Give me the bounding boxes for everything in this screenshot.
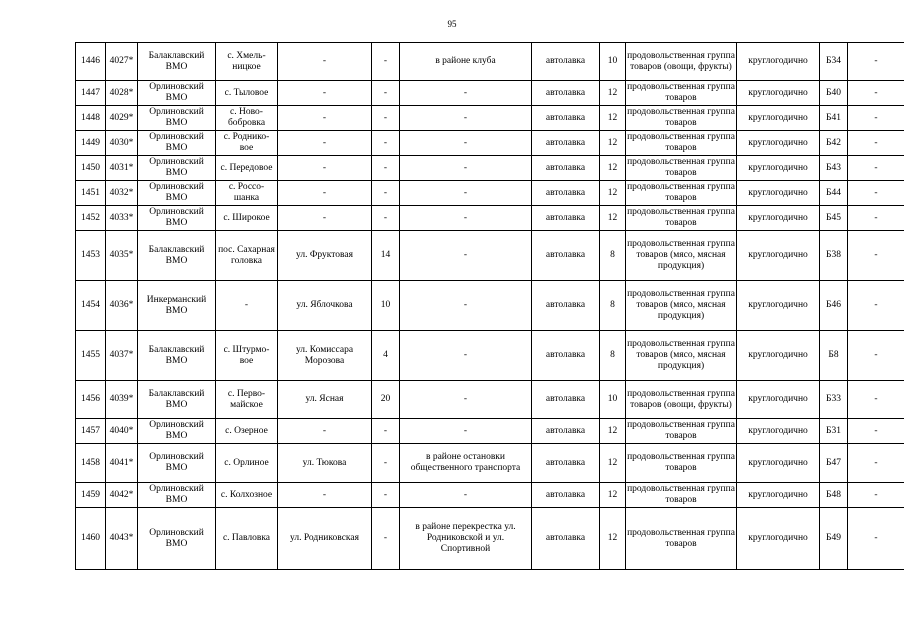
cell-type: автолавка — [532, 231, 600, 281]
cell-locality: с. Озерное — [216, 419, 278, 444]
cell-street: ул. Фруктовая — [278, 231, 372, 281]
cell-id: 4037* — [106, 331, 138, 381]
cell-house: - — [372, 43, 400, 81]
cell-district: Балаклавский ВМО — [138, 231, 216, 281]
cell-period: круглогодично — [737, 231, 820, 281]
cell-code: Б43 — [820, 156, 848, 181]
cell-note: - — [848, 508, 904, 570]
cell-area: 12 — [600, 508, 626, 570]
cell-area: 8 — [600, 331, 626, 381]
cell-code: Б33 — [820, 381, 848, 419]
cell-type: автолавка — [532, 81, 600, 106]
cell-locality: с. Ново-бобровка — [216, 106, 278, 131]
cell-specialization: продовольственная группа товаров — [626, 483, 737, 508]
cell-period: круглогодично — [737, 131, 820, 156]
cell-district: Инкерманский ВМО — [138, 281, 216, 331]
cell-house: 10 — [372, 281, 400, 331]
cell-id: 4029* — [106, 106, 138, 131]
cell-district: Орлиновский ВМО — [138, 156, 216, 181]
cell-street: ул. Яблочкова — [278, 281, 372, 331]
cell-specialization: продовольственная группа товаров — [626, 419, 737, 444]
cell-note: - — [848, 381, 904, 419]
cell-landmark: - — [400, 206, 532, 231]
cell-note: - — [848, 231, 904, 281]
cell-house: 14 — [372, 231, 400, 281]
cell-number: 1453 — [76, 231, 106, 281]
cell-street: - — [278, 131, 372, 156]
cell-street: ул. Комиссара Морозова — [278, 331, 372, 381]
cell-district: Орлиновский ВМО — [138, 81, 216, 106]
cell-landmark: - — [400, 231, 532, 281]
cell-house: - — [372, 81, 400, 106]
cell-landmark: - — [400, 331, 532, 381]
cell-period: круглогодично — [737, 81, 820, 106]
cell-district: Орлиновский ВМО — [138, 444, 216, 483]
cell-landmark: - — [400, 81, 532, 106]
cell-area: 12 — [600, 181, 626, 206]
table-row — [76, 106, 904, 131]
cell-code: Б41 — [820, 106, 848, 131]
table-row — [76, 81, 904, 106]
table-row — [76, 419, 904, 444]
cell-number: 1456 — [76, 381, 106, 419]
cell-district: Орлиновский ВМО — [138, 483, 216, 508]
cell-house: - — [372, 131, 400, 156]
cell-number: 1449 — [76, 131, 106, 156]
cell-locality: с. Перво-майское — [216, 381, 278, 419]
cell-locality: с. Колхозное — [216, 483, 278, 508]
cell-area: 10 — [600, 43, 626, 81]
cell-id: 4039* — [106, 381, 138, 419]
cell-code: Б42 — [820, 131, 848, 156]
cell-id: 4031* — [106, 156, 138, 181]
cell-house: - — [372, 181, 400, 206]
cell-landmark: - — [400, 281, 532, 331]
cell-period: круглогодично — [737, 281, 820, 331]
table-row — [76, 231, 904, 281]
cell-period: круглогодично — [737, 181, 820, 206]
cell-area: 12 — [600, 206, 626, 231]
cell-landmark: - — [400, 156, 532, 181]
cell-area: 10 — [600, 381, 626, 419]
cell-code: Б31 — [820, 419, 848, 444]
cell-landmark: - — [400, 181, 532, 206]
cell-number: 1450 — [76, 156, 106, 181]
cell-locality: пос. Сахарная головка — [216, 231, 278, 281]
cell-period: круглогодично — [737, 106, 820, 131]
cell-house: 20 — [372, 381, 400, 419]
cell-note: - — [848, 419, 904, 444]
cell-number: 1458 — [76, 444, 106, 483]
cell-specialization: продовольственная группа товаров (мясо, мясная продукция) — [626, 281, 737, 331]
cell-type: автолавка — [532, 483, 600, 508]
cell-id: 4041* — [106, 444, 138, 483]
cell-note: - — [848, 106, 904, 131]
cell-id: 4035* — [106, 231, 138, 281]
cell-period: круглогодично — [737, 508, 820, 570]
cell-house: - — [372, 444, 400, 483]
cell-landmark: - — [400, 419, 532, 444]
cell-period: круглогодично — [737, 43, 820, 81]
cell-street: - — [278, 419, 372, 444]
cell-id: 4028* — [106, 81, 138, 106]
cell-number: 1460 — [76, 508, 106, 570]
cell-house: - — [372, 419, 400, 444]
cell-specialization: продовольственная группа товаров — [626, 508, 737, 570]
cell-type: автолавка — [532, 206, 600, 231]
cell-number: 1455 — [76, 331, 106, 381]
cell-note: - — [848, 281, 904, 331]
table-row — [76, 281, 904, 331]
cell-street: - — [278, 483, 372, 508]
cell-area: 12 — [600, 483, 626, 508]
table-row — [76, 206, 904, 231]
cell-note: - — [848, 181, 904, 206]
cell-period: круглогодично — [737, 381, 820, 419]
cell-number: 1454 — [76, 281, 106, 331]
cell-type: автолавка — [532, 106, 600, 131]
cell-landmark: - — [400, 106, 532, 131]
cell-landmark: в районе клуба — [400, 43, 532, 81]
cell-code: Б44 — [820, 181, 848, 206]
cell-specialization: продовольственная группа товаров (мясо, мясная продукция) — [626, 231, 737, 281]
cell-type: автолавка — [532, 156, 600, 181]
cell-street: - — [278, 206, 372, 231]
cell-code: Б45 — [820, 206, 848, 231]
cell-code: Б8 — [820, 331, 848, 381]
cell-specialization: продовольственная группа товаров — [626, 181, 737, 206]
cell-id: 4033* — [106, 206, 138, 231]
cell-type: автолавка — [532, 381, 600, 419]
cell-type: автолавка — [532, 331, 600, 381]
cell-period: круглогодично — [737, 419, 820, 444]
cell-number: 1446 — [76, 43, 106, 81]
cell-locality: с. Широкое — [216, 206, 278, 231]
cell-id: 4032* — [106, 181, 138, 206]
cell-number: 1451 — [76, 181, 106, 206]
table-row — [76, 156, 904, 181]
cell-locality: с. Орлиное — [216, 444, 278, 483]
cell-code: Б46 — [820, 281, 848, 331]
cell-street: ул. Ясная — [278, 381, 372, 419]
cell-locality: с. Передовое — [216, 156, 278, 181]
cell-note: - — [848, 331, 904, 381]
cell-id: 4040* — [106, 419, 138, 444]
cell-landmark: в районе перекрестка ул. Родниковской и ул. Спортивной — [400, 508, 532, 570]
cell-specialization: продовольственная группа товаров — [626, 131, 737, 156]
cell-landmark: - — [400, 483, 532, 508]
cell-specialization: продовольственная группа товаров — [626, 444, 737, 483]
cell-specialization: продовольственная группа товаров — [626, 81, 737, 106]
cell-note: - — [848, 156, 904, 181]
cell-house: 4 — [372, 331, 400, 381]
cell-district: Орлиновский ВМО — [138, 106, 216, 131]
cell-specialization: продовольственная группа товаров — [626, 106, 737, 131]
cell-area: 12 — [600, 106, 626, 131]
table-row — [76, 181, 904, 206]
cell-code: Б49 — [820, 508, 848, 570]
page-number: 95 — [447, 19, 457, 29]
cell-id: 4027* — [106, 43, 138, 81]
cell-area: 12 — [600, 156, 626, 181]
cell-street: - — [278, 43, 372, 81]
cell-id: 4042* — [106, 483, 138, 508]
cell-house: - — [372, 106, 400, 131]
cell-specialization: продовольственная группа товаров (мясо, мясная продукция) — [626, 331, 737, 381]
cell-period: круглогодично — [737, 444, 820, 483]
cell-specialization: продовольственная группа товаров (овощи, фрукты) — [626, 381, 737, 419]
cell-landmark: в районе остановки общественного транспорта — [400, 444, 532, 483]
cell-street: ул. Тюкова — [278, 444, 372, 483]
cell-number: 1447 — [76, 81, 106, 106]
cell-area: 12 — [600, 419, 626, 444]
cell-district: Орлиновский ВМО — [138, 206, 216, 231]
cell-street: - — [278, 81, 372, 106]
cell-specialization: продовольственная группа товаров — [626, 206, 737, 231]
cell-area: 8 — [600, 231, 626, 281]
cell-landmark: - — [400, 381, 532, 419]
cell-area: 8 — [600, 281, 626, 331]
cell-house: - — [372, 156, 400, 181]
cell-locality: - — [216, 281, 278, 331]
cell-area: 12 — [600, 131, 626, 156]
table-row — [76, 331, 904, 381]
cell-type: автолавка — [532, 43, 600, 81]
cell-locality: с. Штурмо-вое — [216, 331, 278, 381]
cell-house: - — [372, 483, 400, 508]
cell-code: Б48 — [820, 483, 848, 508]
cell-code: Б34 — [820, 43, 848, 81]
cell-district: Орлиновский ВМО — [138, 508, 216, 570]
cell-locality: с. Россо-шанка — [216, 181, 278, 206]
cell-district: Балаклавский ВМО — [138, 43, 216, 81]
cell-code: Б40 — [820, 81, 848, 106]
cell-period: круглогодично — [737, 483, 820, 508]
cell-period: круглогодично — [737, 156, 820, 181]
cell-district: Орлиновский ВМО — [138, 181, 216, 206]
cell-number: 1457 — [76, 419, 106, 444]
cell-note: - — [848, 43, 904, 81]
cell-type: автолавка — [532, 181, 600, 206]
cell-house: - — [372, 508, 400, 570]
cell-street: ул. Родниковская — [278, 508, 372, 570]
cell-code: Б47 — [820, 444, 848, 483]
cell-specialization: продовольственная группа товаров — [626, 156, 737, 181]
cell-house: - — [372, 206, 400, 231]
table-row — [76, 131, 904, 156]
cell-type: автолавка — [532, 444, 600, 483]
cell-locality: с. Хмель-ницкое — [216, 43, 278, 81]
cell-note: - — [848, 131, 904, 156]
cell-id: 4043* — [106, 508, 138, 570]
cell-note: - — [848, 206, 904, 231]
cell-type: автолавка — [532, 508, 600, 570]
table-row — [76, 43, 904, 81]
cell-street: - — [278, 156, 372, 181]
cell-number: 1459 — [76, 483, 106, 508]
cell-id: 4030* — [106, 131, 138, 156]
cell-type: автолавка — [532, 281, 600, 331]
cell-number: 1452 — [76, 206, 106, 231]
cell-type: автолавка — [532, 419, 600, 444]
cell-area: 12 — [600, 444, 626, 483]
cell-note: - — [848, 444, 904, 483]
cell-period: круглогодично — [737, 206, 820, 231]
cell-district: Орлиновский ВМО — [138, 419, 216, 444]
cell-street: - — [278, 106, 372, 131]
cell-district: Балаклавский ВМО — [138, 381, 216, 419]
cell-locality: с. Павловка — [216, 508, 278, 570]
cell-id: 4036* — [106, 281, 138, 331]
cell-street: - — [278, 181, 372, 206]
cell-type: автолавка — [532, 131, 600, 156]
cell-district: Орлиновский ВМО — [138, 131, 216, 156]
cell-note: - — [848, 483, 904, 508]
registry-table — [75, 42, 904, 570]
cell-landmark: - — [400, 131, 532, 156]
cell-district: Балаклавский ВМО — [138, 331, 216, 381]
cell-locality: с. Роднико-вое — [216, 131, 278, 156]
table-row — [76, 381, 904, 419]
cell-code: Б38 — [820, 231, 848, 281]
cell-period: круглогодично — [737, 331, 820, 381]
table-row — [76, 444, 904, 483]
cell-specialization: продовольственная группа товаров (овощи, фрукты) — [626, 43, 737, 81]
cell-note: - — [848, 81, 904, 106]
cell-locality: с. Тыловое — [216, 81, 278, 106]
cell-number: 1448 — [76, 106, 106, 131]
cell-area: 12 — [600, 81, 626, 106]
table-row — [76, 483, 904, 508]
table-row — [76, 508, 904, 570]
